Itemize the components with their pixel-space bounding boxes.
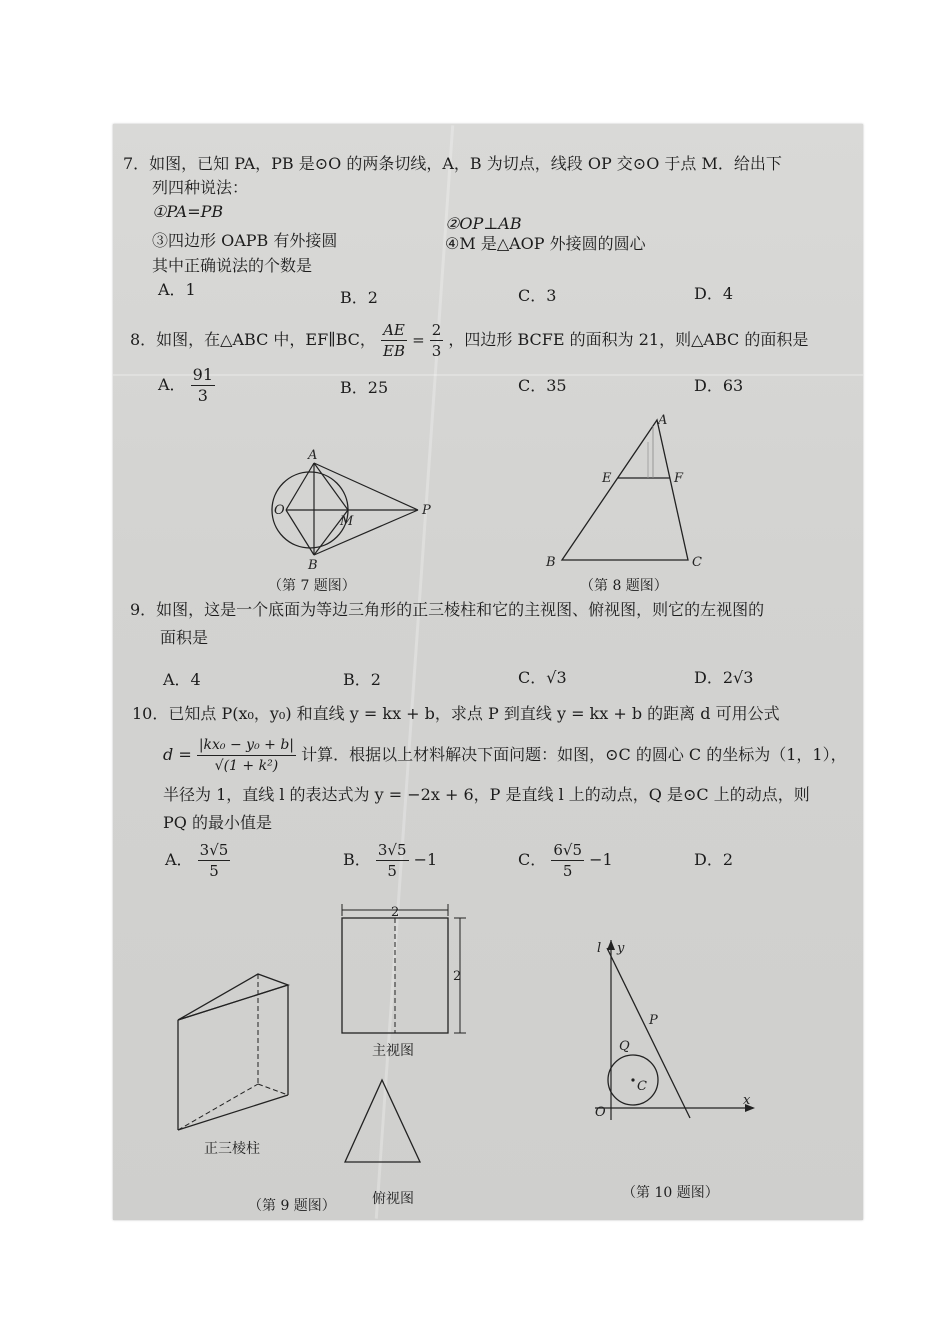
q10-option-b-fraction	[376, 840, 409, 881]
q8-stem-end: ，四边形 BCFE 的面积为 21，则△ABC 的面积是	[448, 330, 809, 349]
front-view-caption: 主视图	[372, 1043, 414, 1059]
label-b: B	[308, 558, 318, 573]
q8-ratio-value-denominator: 3	[431, 342, 442, 360]
label-y: y	[617, 941, 625, 956]
label-m: M	[340, 514, 354, 529]
label-q: Q	[619, 1039, 630, 1054]
q10-formula-numerator: |kx₀ − y₀ + b|	[197, 735, 296, 756]
prism-caption: 正三棱柱	[204, 1141, 260, 1157]
q8-option-a-label: A．	[158, 375, 186, 394]
y-axis-arrow	[607, 940, 615, 950]
prism-hidden-edge	[258, 1084, 288, 1095]
label-o: O	[274, 503, 285, 518]
label-e: E	[602, 471, 612, 486]
q10-option-c-fraction	[551, 840, 584, 881]
q10-option-b-denominator: 5	[387, 862, 397, 880]
q7-line2: 列四种说法：	[152, 178, 249, 197]
q10-option-d: D．2	[694, 850, 734, 869]
label-a: A	[308, 448, 318, 463]
prism-edge	[178, 1095, 288, 1130]
figure-9-caption: （第 9 题图）	[248, 1198, 336, 1214]
q9-line2: 面积是	[160, 628, 209, 647]
q9-line1: 9．如图，这是一个底面为等边三角形的正三棱柱和它的主视图、俯视图，则它的左视图的	[130, 600, 765, 619]
q8-ratio-value-numerator: 2	[431, 321, 442, 339]
tangent-pb	[314, 510, 418, 555]
q10-option-a-numerator: 3√5	[199, 841, 229, 859]
q8-option-a-fraction	[191, 365, 215, 406]
label-p: P	[422, 503, 431, 518]
q7-statement-1: ①PA=PB	[152, 202, 224, 221]
q7-statement-3: ③四边形 OAPB 有外接圆	[152, 231, 338, 250]
q10-option-c-tail: −1	[589, 850, 613, 869]
q8-option-a-denominator: 3	[197, 386, 208, 405]
q7-option-a: A．1	[158, 280, 196, 299]
segment-ob	[286, 510, 314, 555]
q10-option-b	[343, 840, 437, 881]
q7-statement-2: ②OP⊥AB	[445, 214, 522, 233]
label-x: x	[743, 1093, 751, 1108]
q8-ratio-numerator: AE	[381, 320, 407, 341]
label-f: F	[674, 471, 684, 486]
q10-option-a	[165, 840, 230, 881]
q10-option-c-numerator: 6√5	[553, 841, 582, 859]
q10-option-c-label: C．	[518, 850, 547, 869]
label-c: C	[637, 1079, 647, 1094]
q7-option-d: D．4	[694, 284, 734, 303]
q8-ratio-value	[430, 320, 444, 361]
prism-top-face	[178, 974, 288, 1020]
q10-formula-line	[163, 735, 847, 776]
q10-option-c-denominator: 5	[562, 862, 573, 880]
q10-line1: 10．已知点 P(x₀，y₀) 和直线 y = kx + b，求点 P 到直线 y = kx + b 的距离 d 可用公式	[132, 704, 780, 723]
q8-option-c: C．35	[518, 376, 567, 395]
label-l: l	[597, 941, 602, 956]
q8-stem: 8．如图，在△ABC 中，EF∥BC， $\frac{AE}{EB}$ = $\frac{2}{3}$ ，四边形 BCFE 的面积为 21，则△ABC 的面积是	[130, 321, 809, 360]
figure-8-caption: （第 8 题图）	[580, 578, 668, 594]
front-width-label: 2	[391, 905, 400, 920]
q8-option-a-numerator: 91	[192, 365, 214, 384]
q10-line2-tail: 计算．根据以上材料解决下面问题：如图，⊙C 的圆心 C 的坐标为（1，1），	[301, 745, 847, 764]
q9-option-c: C．√3	[518, 668, 567, 687]
q7-statement-4: ④M 是△AOP 外接圆的圆心	[445, 234, 646, 253]
tangent-pa	[314, 463, 418, 510]
figure-8	[540, 412, 720, 572]
paper-crease	[113, 374, 863, 376]
q9-option-a: A．4	[163, 670, 201, 689]
q10-option-b-numerator: 3√5	[377, 841, 407, 859]
figure-10	[585, 940, 765, 1140]
figure-10-caption: （第 10 题图）	[622, 1185, 719, 1201]
q10-option-a-denominator: 5	[209, 862, 219, 880]
triangle-abc	[562, 420, 688, 560]
q10-formula-lhs: d =	[163, 745, 192, 764]
q8-option-b: B．25	[340, 378, 389, 397]
q7-option-b: B．2	[340, 288, 378, 307]
q10-line3: 半径为 1，直线 l 的表达式为 y = −2x + 6，P 是直线 l 上的动点，Q 是⊙C 上的动点，则	[163, 785, 810, 804]
q8-stem-start: 8．如图，在△ABC 中，EF∥BC，	[130, 330, 376, 349]
label-b: B	[546, 555, 556, 570]
front-height-label: 2	[453, 969, 462, 984]
q10-option-a-label: A．	[165, 850, 193, 869]
q10-formula-fraction	[197, 735, 296, 776]
line-l	[607, 948, 690, 1118]
figure-7	[230, 445, 450, 580]
q8-ratio-fraction	[381, 320, 407, 361]
center-c	[631, 1078, 634, 1081]
q10-option-b-tail: −1	[413, 850, 438, 869]
q7-ask: 其中正确说法的个数是	[152, 256, 313, 275]
top-view-caption: 俯视图	[372, 1191, 414, 1207]
label-o: O	[595, 1105, 606, 1120]
label-a: A	[658, 413, 668, 428]
label-c: C	[692, 555, 702, 570]
q10-option-b-label: B．	[343, 850, 371, 869]
q10-formula-denominator: √(1 + k²)	[214, 758, 279, 774]
q8-ratio-denominator: EB	[383, 342, 405, 360]
segment-oa	[286, 463, 314, 510]
prism-edge	[178, 985, 288, 1020]
top-view-triangle	[345, 1080, 420, 1162]
q8-option-d: D．63	[694, 376, 744, 395]
q10-option-c	[518, 840, 613, 881]
q9-option-d: D．2√3	[694, 668, 754, 687]
label-p: P	[649, 1013, 658, 1028]
q8-option-a	[158, 365, 215, 406]
q10-option-a-fraction	[198, 840, 231, 881]
q10-line4: PQ 的最小值是	[163, 813, 272, 832]
prism-hidden-edge	[178, 1084, 258, 1130]
figure-7-caption: （第 7 题图）	[268, 578, 356, 594]
q9-option-b: B．2	[343, 670, 381, 689]
q7-option-c: C．3	[518, 286, 557, 305]
q7-line1: 7．如图，已知 PA，PB 是⊙O 的两条切线，A，B 为切点，线段 OP 交⊙O 于点 M．给出下	[123, 154, 782, 173]
